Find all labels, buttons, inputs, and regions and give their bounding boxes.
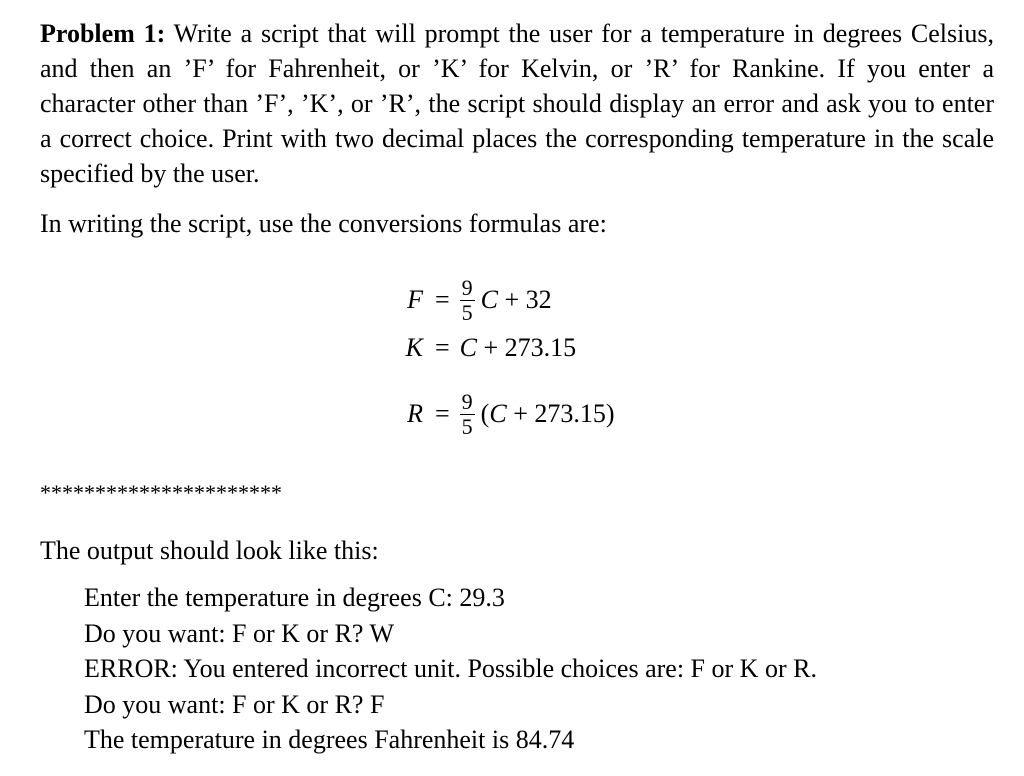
equation-lhs: F <box>407 285 423 314</box>
kelvin-formula <box>395 328 576 368</box>
equation-lhs: K <box>405 333 423 362</box>
formulas-intro: In writing the script, use the conversions formulas are: <box>40 209 607 238</box>
output-intro: The output should look like this: <box>40 536 379 565</box>
open-paren: ( <box>480 399 490 428</box>
fraction <box>460 276 475 325</box>
separator-stars: ********************** <box>40 480 282 505</box>
output-line: Enter the temperature in degrees C: 29.3 <box>84 583 505 612</box>
celsius-variable: C <box>489 399 507 428</box>
conversion-formulas <box>395 262 755 452</box>
output-line: Do you want: F or K or R? W <box>84 618 395 648</box>
celsius-variable: C <box>480 285 499 314</box>
problem-label: Problem 1: <box>40 19 166 48</box>
equals-sign: = <box>435 285 450 314</box>
fraction <box>460 390 475 439</box>
problem-statement <box>40 16 994 191</box>
problem-text: Write a script that will prompt the user for a temperature in degrees Celsius, and then an ’F’ for Fahrenheit, or ’K’ for Kelvin, or ’R’ for Rankine. If you enter a character other than ’F’, ’K’, or ’R’, the script should display an error and ask you to enter a correct choice. Print with two decimal places the corresponding temperature in the scale specified by the user. <box>40 19 994 188</box>
fraction-numerator: 9 <box>461 274 473 300</box>
equation-rhs: + 273.15) <box>506 399 615 428</box>
output-line: ERROR: You entered incorrect unit. Possible choices are: F or K or R. <box>84 654 817 683</box>
fahrenheit-formula <box>395 270 552 330</box>
equation-lhs: R <box>407 399 423 428</box>
fraction-numerator: 9 <box>461 388 473 414</box>
output-line: The temperature in degrees Fahrenheit is 84.74 <box>84 725 575 754</box>
sample-output <box>84 580 817 758</box>
equation-rhs: + 32 <box>498 285 552 314</box>
fraction-denominator: 5 <box>461 413 473 439</box>
equals-sign: = <box>435 399 450 428</box>
celsius-variable: C <box>459 333 478 362</box>
output-line: Do you want: F or K or R? F <box>84 689 385 719</box>
rankine-formula <box>395 384 615 444</box>
equals-sign: = <box>435 333 450 362</box>
fraction-denominator: 5 <box>461 299 473 325</box>
equation-rhs: + 273.15 <box>477 333 577 362</box>
